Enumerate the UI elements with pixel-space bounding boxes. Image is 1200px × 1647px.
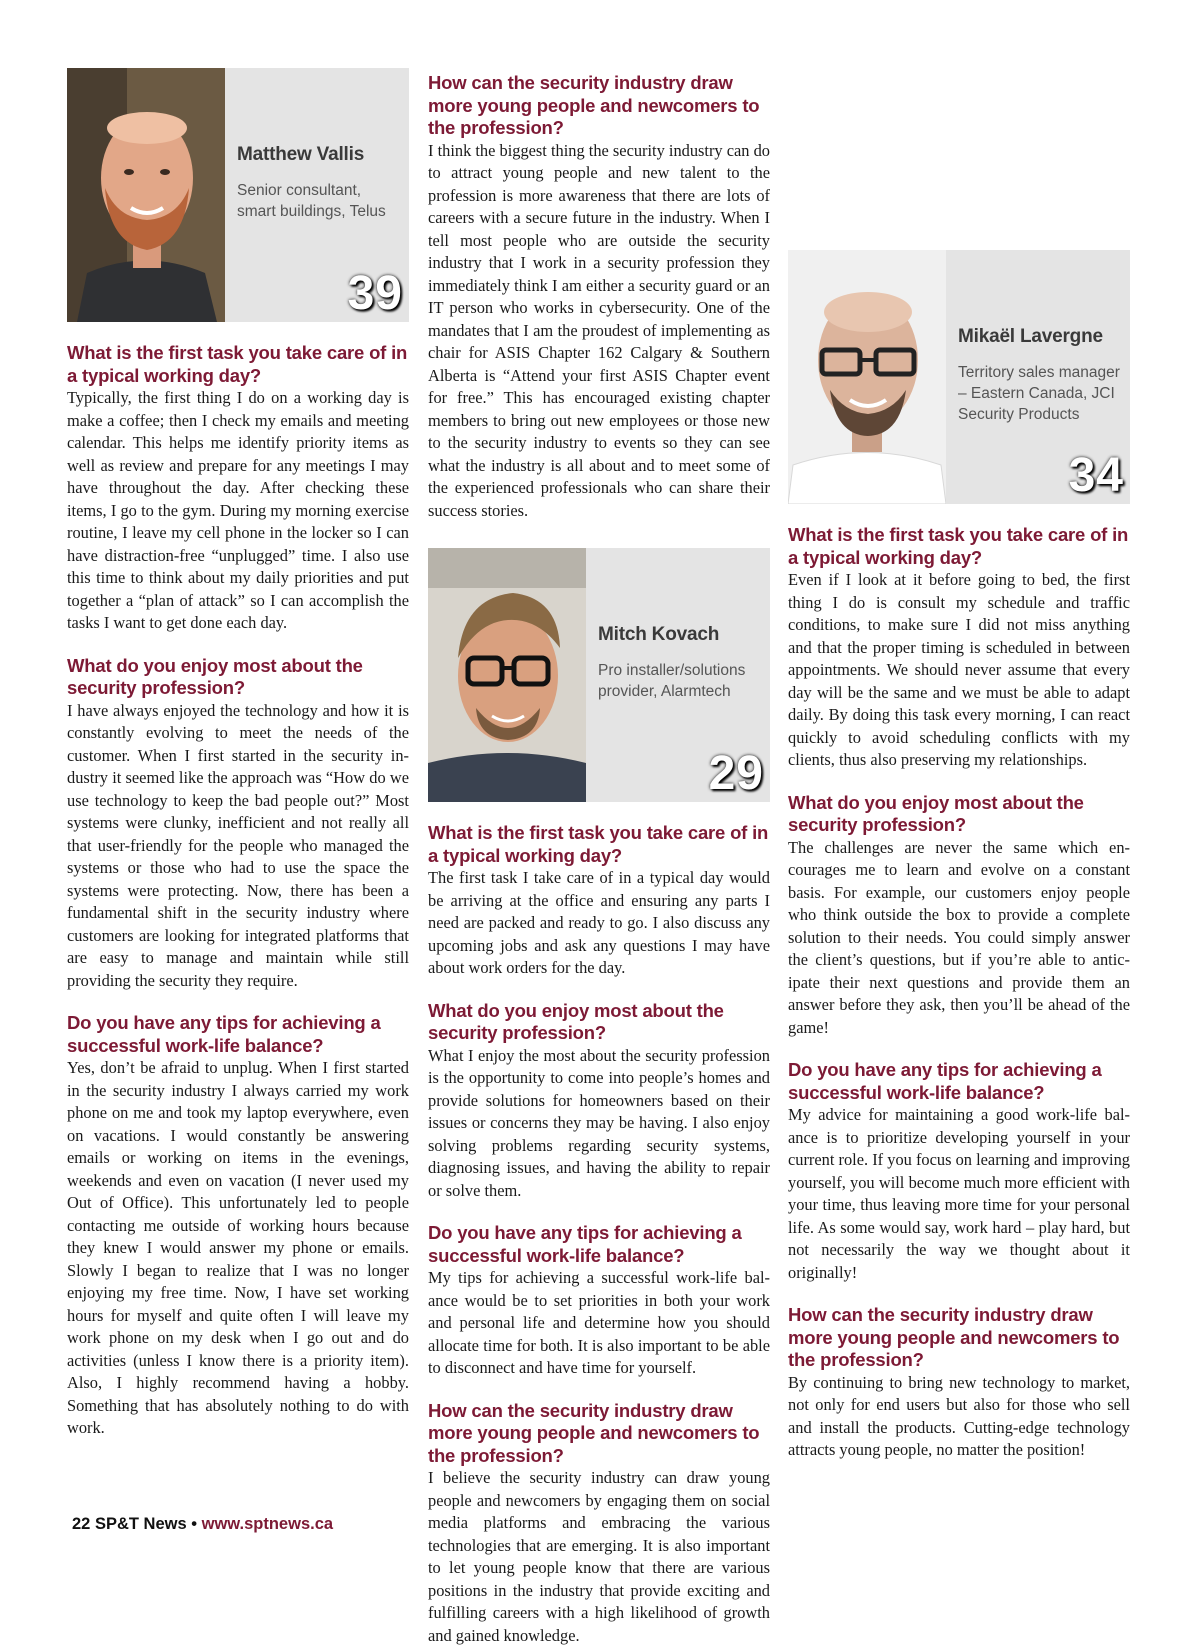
answer-text: What I enjoy the most about the security profession is the opportunity to come into people’s homes and provide solutions for homeowners based on their issues or concerns they may be having. I also enjoy solving problems regarding security systems, diagnosing issues, and having the ability to repair or solve them. bbox=[428, 1045, 770, 1200]
profile-number: 29 bbox=[708, 747, 764, 800]
person-role: Senior consultant, smart buildings, Telus bbox=[237, 182, 386, 220]
portrait-illustration bbox=[67, 68, 225, 322]
profile-card-mitch-kovach bbox=[428, 548, 770, 802]
answer-text: My advice for maintaining a good work-life balance is to prioritize developing yourself in your current role. If you focus on learning and improving yourself, you will become much more efficient with your time, thus leaving more time for your personal life. As some would say, work hard – play hard, but not necessarily the way we thought about it originally! bbox=[788, 1105, 1130, 1282]
profile-info bbox=[237, 144, 403, 222]
person-role: Pro installer/solutions provider, Alarmtech bbox=[598, 662, 746, 700]
answer-text: The challenges are never the same which encourages me to learn and evolve on a constant basis. For example, our customers enjoy people who think outside the box to provide a complete solution to their needs. You could simply answer the client’s questions, but if you’re able to anticipate their next questions and provide them an answer before they ask, then you’ll be ahead of the game! bbox=[788, 837, 1130, 1037]
answer-text: My tips for achieving a successful work-life balance would be to set priorities in both your work and personal life and determine how you should allocate time for both. It is also important to be able to disconnect and have time for yourself. bbox=[428, 1268, 770, 1377]
profile-card-mikael-lavergne bbox=[788, 250, 1130, 504]
question-heading: Do you have any tips for achieving a successful work-life balance? bbox=[428, 1222, 742, 1266]
question-heading: How can the security industry draw more young people and newcomers to the profession? bbox=[428, 1399, 760, 1466]
page-footer bbox=[72, 1515, 333, 1534]
portrait-photo bbox=[788, 250, 946, 504]
answer-text: Typically, the first thing I do on a working day is make a coffee; then I check my emails and meeting calendar. This helps me identify priority items as well as review and prepare for any meetings I may have throughout the day. After checking these items, I go to the gym. During my morning exercise routine, I leave my cell phone in the locker so I can have distraction-free “unplugged” time. I also use this time to think about my daily priorities and put together a “plan of attack” so I can accomplish the tasks I want to get done each day. bbox=[67, 388, 409, 632]
profile-number: 39 bbox=[347, 267, 403, 320]
question-heading: What do you enjoy most about the security profession? bbox=[67, 654, 363, 698]
answer-text: Even if I look at it before going to bed, the first thing I do is consult my schedule and traffic conditions, to make sure I did not miss anything and that the proper timing is scheduled in between appointments. We should never assume that every day will be the same and we must be able to adapt daily. By doing this task every morning, I can react quickly to avoid scheduling conflicts with my clients, thus also preserving my relationships. bbox=[788, 570, 1130, 769]
profile-number: 34 bbox=[1068, 449, 1124, 502]
answer-text: The first task I take care of in a typical day would be arriving at the office and ensuring any parts I need are packed and ready to go. I also discuss any upcoming jobs and ask any questions I may have about work orders for the day. bbox=[428, 868, 770, 977]
question-heading: What is the first task you take care of in a typical working day? bbox=[788, 524, 1129, 568]
page-number: 22 bbox=[72, 1515, 91, 1533]
question-heading: What do you enjoy most about the security profession? bbox=[788, 791, 1084, 835]
person-role: Territory sales manager – Eastern Canada, JCI Security Products bbox=[958, 364, 1120, 423]
answer-text: I think the biggest thing the security industry can do to attract young people and new talent to the profession is more awareness that there are lots of careers with a secure future in the industry. When I tell most people who are outside the security industry that I work in a security profession they immediately think I am either a security guard or an IT person who works in cybersecurity. One of the mandates that I am the proudest of implementing as chair for ASIS Chapter 162 Calgary & Southern Alberta is “Attend your first ASIS Chapter event for free.” This has encouraged existing chapter members to bring out new employees or those new to the security industry to events so they can see what the industry is all about and to meet some of the experienced professionals who can share their success stories. bbox=[428, 140, 770, 520]
column-3 bbox=[788, 250, 1130, 1462]
column-1 bbox=[67, 68, 409, 1440]
portrait-illustration bbox=[788, 250, 946, 504]
portrait-photo bbox=[67, 68, 225, 322]
answer-text: Yes, don’t be afraid to unplug. When I first started in the security industry I always carried my work phone on me and took my laptop everywhere, even on vacations. I would constantly be answering emails or working on items in the evenings, weekends and even on vacation (I never used my Out of Office). This unfortunately led to people contacting me outside of working hours because they knew I would answer my phone or emails. Slowly I began to realize that I was no longer enjoying my free time. Now, I have set working hours for myself and quite often I will leave my work phone on my desk when I go out and do activities (unless I know there is a priority item). Also, I highly recommend having a hobby. Something that has absolutely nothing to do with work. bbox=[67, 1058, 409, 1437]
person-name: Matthew Vallis bbox=[237, 144, 365, 165]
question-heading: Do you have any tips for achieving a successful work-life balance? bbox=[788, 1059, 1102, 1103]
answer-text: By continuing to bring new technology to market, not only for end users but also for those who sell and install the products. Cutting-edge technology attracts young people, no matter the position! bbox=[788, 1372, 1130, 1459]
question-heading: What is the first task you take care of in a typical working day? bbox=[67, 342, 408, 386]
person-name: Mikaël Lavergne bbox=[958, 326, 1103, 347]
publication-name: SP&T News bbox=[94, 1515, 187, 1533]
website-link[interactable]: www.sptnews.ca bbox=[201, 1515, 334, 1533]
profile-card-matthew-vallis bbox=[67, 68, 409, 322]
question-heading: What is the first task you take care of in a typical working day? bbox=[428, 822, 769, 866]
question-heading: Do you have any tips for achieving a successful work-life balance? bbox=[67, 1012, 381, 1056]
footer-separator: • bbox=[191, 1515, 198, 1533]
question-heading: How can the security industry draw more young people and newcomers to the profession? bbox=[428, 72, 760, 138]
portrait-photo bbox=[428, 548, 586, 802]
column-2 bbox=[428, 72, 770, 1647]
profile-info bbox=[958, 326, 1124, 425]
portrait-illustration bbox=[428, 548, 586, 802]
answer-text: I believe the security industry can draw young people and newcomers by engaging them on social media platforms and embracing the various technologies that are emerging. It is also important to let young people know that there are various positions in the industry that provide exciting and fulfilling careers with a high likelihood of growth and gained knowledge. bbox=[428, 1468, 770, 1645]
profile-info bbox=[598, 624, 764, 702]
person-name: Mitch Kovach bbox=[598, 624, 720, 645]
answer-text: I have always enjoyed the technology and how it is constantly evolving to meet the needs of the customer. When I first started in the security industry it seemed like the approach was “How do we use technology to keep the bad people out?” Most systems were clunky, inefficient and not really all that user-friendly for the people who managed the systems or those who had to use the space the systems were protecting. Now, there has been a fundamental shift in the security industry where customers are looking for integrated platforms that are easy to manage and maintain while still providing the security they require. bbox=[67, 700, 409, 990]
question-heading: What do you enjoy most about the security profession? bbox=[428, 999, 724, 1043]
question-heading: How can the security industry draw more young people and newcomers to the profession? bbox=[788, 1304, 1120, 1370]
